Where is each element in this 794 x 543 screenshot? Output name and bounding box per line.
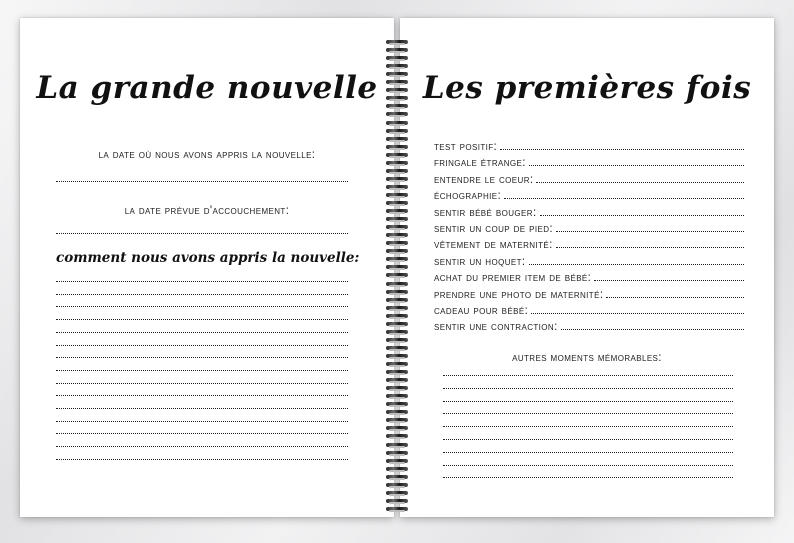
binding-ring: [386, 153, 408, 157]
writing-line[interactable]: [56, 332, 348, 333]
first-time-row: [434, 172, 744, 186]
first-time-label: test positif:: [434, 141, 498, 153]
binding-ring: [386, 362, 408, 366]
first-time-line[interactable]: [606, 297, 744, 298]
writing-line[interactable]: [56, 446, 348, 447]
binding-ring: [386, 322, 408, 326]
writing-line[interactable]: [56, 357, 348, 358]
binding-ring: [386, 483, 408, 487]
first-time-row: [434, 303, 744, 317]
writing-line[interactable]: [56, 433, 348, 434]
first-time-line[interactable]: [531, 313, 744, 314]
binding-ring: [386, 306, 408, 310]
binding-ring: [386, 185, 408, 189]
writing-line[interactable]: [443, 452, 733, 453]
binding-ring: [386, 145, 408, 149]
first-time-row: [434, 287, 744, 301]
binding-ring: [386, 394, 408, 398]
writing-line[interactable]: [443, 413, 733, 414]
binding-ring: [386, 129, 408, 133]
date-learned-label: la date où nous avons appris la nouvelle:: [98, 149, 316, 161]
binding-ring: [386, 217, 408, 221]
writing-line[interactable]: [56, 345, 348, 346]
binding-ring: [386, 290, 408, 294]
binding-ring: [386, 88, 408, 92]
binding-ring: [386, 112, 408, 116]
writing-line[interactable]: [443, 388, 733, 389]
how-learned-label: comment nous avons appris la nouvelle:: [56, 250, 360, 266]
binding-ring: [386, 64, 408, 68]
first-time-row: [434, 237, 744, 251]
binding-ring: [386, 48, 408, 52]
writing-line[interactable]: [443, 465, 733, 466]
writing-line[interactable]: [56, 395, 348, 396]
first-time-row: [434, 188, 744, 202]
right-page: [400, 18, 774, 517]
first-time-line[interactable]: [529, 264, 745, 265]
first-time-row: [434, 254, 744, 268]
spiral-binding: [386, 40, 410, 520]
binding-ring: [386, 314, 408, 318]
binding-ring: [386, 282, 408, 286]
first-time-label: vêtement de maternité:: [434, 239, 553, 252]
binding-ring: [386, 410, 408, 414]
writing-line[interactable]: [56, 459, 348, 460]
writing-line[interactable]: [443, 375, 733, 376]
binding-ring: [386, 434, 408, 438]
first-time-line[interactable]: [556, 231, 744, 232]
binding-ring: [386, 257, 408, 261]
first-time-label: fringale étrange:: [434, 157, 526, 170]
binding-ring: [386, 209, 408, 213]
binding-ring: [386, 426, 408, 430]
binding-ring: [386, 507, 408, 511]
binding-ring: [386, 370, 408, 374]
writing-line[interactable]: [56, 306, 348, 307]
binding-ring: [386, 121, 408, 125]
binding-ring: [386, 354, 408, 358]
binding-ring: [386, 56, 408, 60]
binding-ring: [386, 177, 408, 181]
first-time-label: sentir un hoquet:: [434, 255, 526, 268]
first-time-line[interactable]: [536, 182, 744, 183]
first-time-line[interactable]: [529, 165, 744, 166]
binding-ring: [386, 418, 408, 422]
due-date-label: la date prévue d'accouchement:: [124, 205, 290, 217]
binding-ring: [386, 72, 408, 76]
binding-ring: [386, 80, 408, 84]
binding-ring: [386, 298, 408, 302]
other-moments-label: autres moments mémorables:: [512, 352, 662, 364]
first-time-label: sentir un coup de pied:: [434, 223, 553, 235]
binding-ring: [386, 137, 408, 141]
first-time-line[interactable]: [504, 198, 744, 199]
first-time-line[interactable]: [561, 329, 744, 330]
first-time-label: échographie:: [434, 190, 502, 203]
left-page: [20, 18, 394, 517]
first-time-label: sentir bébé bouger:: [434, 206, 537, 219]
binding-ring: [386, 443, 408, 447]
writing-line[interactable]: [56, 421, 348, 422]
binding-ring: [386, 386, 408, 390]
first-time-line[interactable]: [556, 247, 744, 248]
first-time-label: achat du premier item de bébé:: [434, 272, 592, 285]
binding-ring: [386, 161, 408, 165]
binding-ring: [386, 193, 408, 197]
writing-line[interactable]: [443, 439, 733, 440]
binding-ring: [386, 96, 408, 100]
binding-ring: [386, 475, 408, 479]
writing-line[interactable]: [443, 401, 733, 402]
writing-line[interactable]: [56, 370, 348, 371]
first-time-row: [434, 155, 744, 169]
binding-ring: [386, 249, 408, 253]
writing-line[interactable]: [56, 408, 348, 409]
first-time-label: entendre le coeur:: [434, 173, 534, 186]
writing-line[interactable]: [56, 383, 348, 384]
binding-ring: [386, 104, 408, 108]
binding-ring: [386, 169, 408, 173]
writing-line[interactable]: [56, 294, 348, 295]
binding-ring: [386, 402, 408, 406]
first-time-row: [434, 221, 744, 235]
due-date-line[interactable]: [56, 233, 348, 234]
binding-ring: [386, 346, 408, 350]
right-page-title: Les premières fois: [422, 70, 752, 106]
binding-ring: [386, 451, 408, 455]
binding-ring: [386, 459, 408, 463]
left-page-title: La grande nouvelle: [36, 70, 378, 106]
writing-line[interactable]: [56, 281, 348, 282]
binding-ring: [386, 491, 408, 495]
binding-ring: [386, 330, 408, 334]
binding-ring: [386, 378, 408, 382]
binding-ring: [386, 499, 408, 503]
first-time-row: [434, 205, 744, 219]
first-time-label: prendre une photo de maternité:: [434, 288, 604, 301]
first-time-row: [434, 270, 744, 284]
binding-ring: [386, 201, 408, 205]
first-time-label: cadeau pour bébé:: [434, 305, 529, 317]
date-learned-line[interactable]: [56, 181, 348, 182]
first-time-label: sentir une contraction:: [434, 321, 558, 334]
first-time-row: [434, 319, 744, 333]
first-time-line[interactable]: [540, 215, 744, 216]
writing-line[interactable]: [56, 319, 348, 320]
first-time-line[interactable]: [594, 280, 744, 281]
binding-ring: [386, 265, 408, 269]
binding-ring: [386, 40, 408, 44]
writing-line[interactable]: [443, 426, 733, 427]
first-time-row: [434, 139, 744, 153]
binding-ring: [386, 225, 408, 229]
binding-ring: [386, 338, 408, 342]
writing-line[interactable]: [443, 477, 733, 478]
binding-ring: [386, 273, 408, 277]
first-time-line[interactable]: [500, 149, 744, 150]
binding-ring: [386, 467, 408, 471]
binding-ring: [386, 233, 408, 237]
binding-ring: [386, 241, 408, 245]
